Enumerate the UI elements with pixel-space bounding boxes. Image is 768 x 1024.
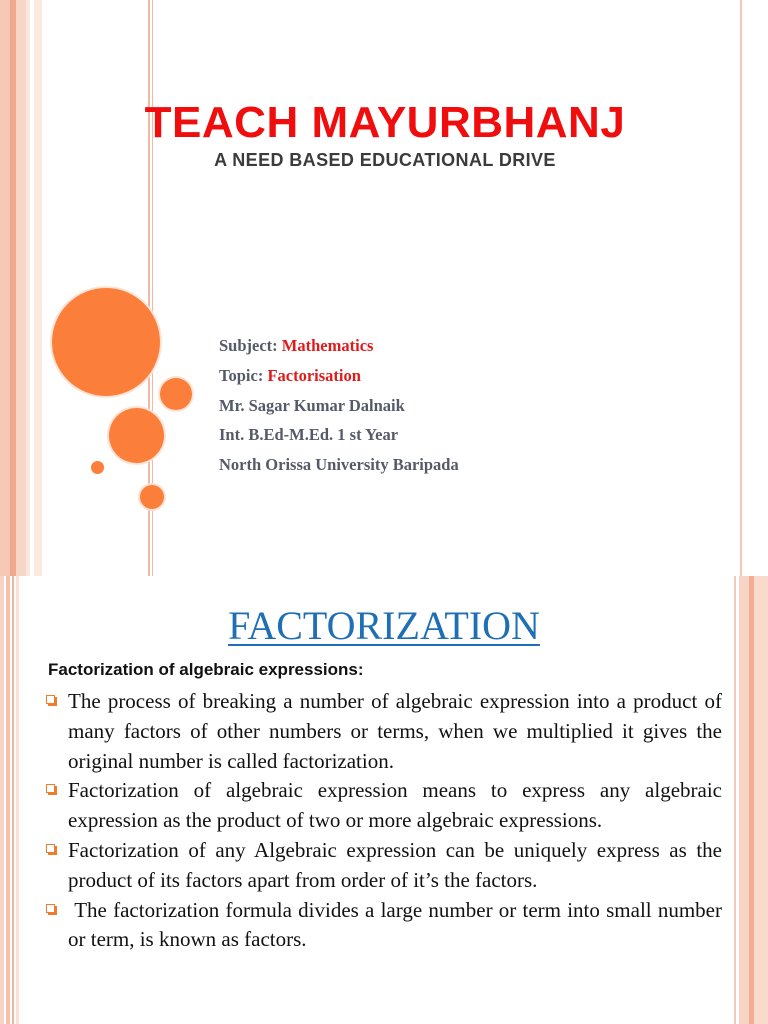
decorative-stripe bbox=[740, 0, 742, 576]
hollow-square-bullet-icon bbox=[46, 904, 55, 913]
list-item bbox=[46, 687, 722, 776]
slide-title-heading: FACTORIZATION bbox=[228, 603, 540, 648]
slide-subtitle: A NEED BASED EDUCATIONAL DRIVE bbox=[214, 150, 556, 170]
decorative-circle-large bbox=[52, 288, 160, 396]
bullet-list bbox=[46, 687, 728, 955]
list-item bbox=[46, 776, 722, 836]
course-name: Int. B.Ed-M.Ed. 1 st Year bbox=[219, 425, 399, 445]
decorative-stripe bbox=[734, 576, 736, 1024]
slide-factorization bbox=[0, 576, 768, 1024]
decorative-circle bbox=[160, 378, 192, 410]
topic-label: Topic: bbox=[219, 365, 268, 385]
topic-value: Factorisation bbox=[267, 365, 361, 385]
list-item bbox=[46, 836, 722, 896]
decorative-stripe bbox=[739, 576, 749, 1024]
list-item-text: Factorization of algebraic expression means to express any algebraic expression as the product of two or more algebraic expressions. bbox=[68, 778, 722, 833]
decorative-stripe bbox=[0, 576, 4, 1024]
decorative-circle bbox=[140, 485, 164, 509]
list-item-text: Factorization of any Algebraic expression can be uniquely express as the product of its factors apart from order of it’s the factors. bbox=[68, 837, 722, 892]
subject-value: Mathematics bbox=[281, 336, 374, 355]
decorative-circle bbox=[109, 408, 164, 463]
subject-label: Subject: bbox=[219, 336, 282, 355]
list-item-text: The factorization formula divides a large number or term into small number or term, is known as factors. bbox=[68, 897, 728, 952]
decorative-circle-small bbox=[91, 461, 104, 474]
list-item bbox=[46, 896, 728, 956]
presenter-info bbox=[219, 331, 459, 480]
hollow-square-bullet-icon bbox=[46, 784, 55, 793]
decorative-stripe bbox=[16, 0, 26, 576]
subject-line bbox=[219, 331, 459, 361]
slide-title-heading: TEACH MAYURBHANJ bbox=[144, 98, 626, 147]
decorative-stripe bbox=[0, 0, 10, 576]
decorative-stripe bbox=[16, 576, 19, 1024]
decorative-stripe bbox=[26, 0, 30, 576]
author-name: Mr. Sagar Kumar Dalnaik bbox=[219, 395, 405, 415]
decorative-stripe bbox=[6, 576, 10, 1024]
hollow-square-bullet-icon bbox=[46, 695, 55, 704]
hollow-square-bullet-icon bbox=[46, 844, 55, 853]
decorative-stripe bbox=[754, 576, 768, 1024]
topic-line bbox=[219, 361, 459, 391]
decorative-stripe bbox=[34, 0, 42, 576]
university-name: North Orissa University Baripada bbox=[219, 455, 459, 475]
decorative-stripe bbox=[12, 576, 14, 1024]
section-heading: Factorization of algebraic expressions: bbox=[48, 660, 364, 679]
list-item-text: The process of breaking a number of algebraic expression into a product of many factors of other numbers or terms, when we multiplied it gives the original number is called factorization. bbox=[68, 689, 722, 773]
